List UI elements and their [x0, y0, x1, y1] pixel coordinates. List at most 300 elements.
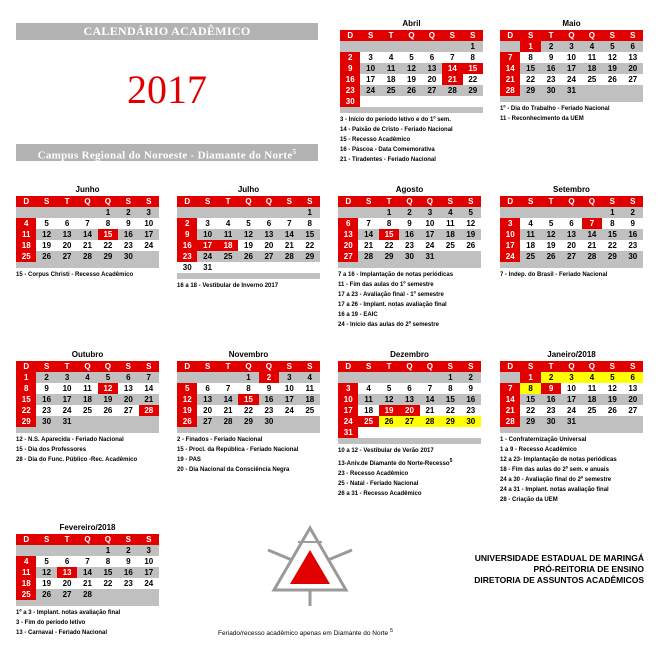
day-cell: 10 [139, 218, 159, 229]
day-cell: 17 [420, 229, 440, 240]
day-cell: 24 [197, 251, 217, 262]
day-cell: 7 [500, 52, 520, 63]
day-cell: 19 [541, 240, 561, 251]
empty-cell [279, 207, 299, 218]
day-cell: 16 [340, 74, 360, 85]
event-note [16, 628, 159, 638]
day-cell: 15 [98, 229, 118, 240]
day-cell: 27 [399, 416, 419, 427]
empty-cell [16, 545, 36, 556]
day-cell: 11 [358, 394, 378, 405]
day-cell: 27 [259, 251, 279, 262]
day-cell: 8 [520, 52, 540, 63]
day-cell: 13 [338, 229, 358, 240]
day-cell: 16 [461, 394, 481, 405]
day-cell: 1 [440, 372, 460, 383]
weekday-header: S [623, 361, 643, 372]
weekday-header: T [541, 196, 561, 207]
day-cell: 30 [177, 262, 197, 273]
day-cell: 26 [177, 416, 197, 427]
campus-banner [16, 144, 318, 161]
month-notes [177, 435, 320, 475]
event-note-text: 13-Aniv.de Diamante do Norte-Recesso [338, 461, 450, 467]
day-cell: 2 [399, 207, 419, 218]
day-cell: 21 [139, 394, 159, 405]
day-cell: 25 [520, 251, 540, 262]
day-cell: 1 [300, 207, 320, 218]
empty-cell [77, 207, 97, 218]
day-cell: 6 [422, 52, 442, 63]
event-note-text: 1 - Confraternização Universal [500, 437, 587, 443]
day-cell: 23 [541, 405, 561, 416]
day-cell: 29 [463, 85, 483, 96]
day-cell: 11 [582, 383, 602, 394]
day-cell: 7 [582, 218, 602, 229]
event-note-text: 14 - Paixão de Cristo - Feriado Nacional [340, 127, 453, 133]
day-cell: 14 [420, 394, 440, 405]
day-cell: 18 [520, 240, 540, 251]
day-cell: 6 [399, 383, 419, 394]
empty-cell [500, 372, 520, 383]
day-cell: 8 [440, 383, 460, 394]
empty-cell [218, 207, 238, 218]
empty-cell [541, 207, 561, 218]
day-cell: 27 [57, 589, 77, 600]
month-grid [500, 196, 643, 262]
day-cell: 28 [358, 251, 378, 262]
day-cell: 5 [238, 218, 258, 229]
empty-cell [57, 207, 77, 218]
day-cell: 11 [381, 63, 401, 74]
event-note-text: 13 - Carnaval - Feriado Nacional [16, 630, 108, 636]
day-cell: 27 [197, 416, 217, 427]
day-cell: 6 [57, 218, 77, 229]
empty-cell [399, 427, 419, 438]
month-july [177, 184, 320, 291]
event-note [500, 435, 643, 445]
event-note-text: 24 a 30 - Avaliação final do 2º semestre [500, 477, 612, 483]
empty-cell [238, 262, 258, 273]
day-cell: 1 [602, 207, 622, 218]
day-cell: 4 [520, 218, 540, 229]
day-cell: 9 [399, 218, 419, 229]
day-cell: 7 [358, 218, 378, 229]
event-note-text: 10 a 12 - Vestibular de Verão 2017 [338, 448, 434, 454]
day-cell: 14 [582, 229, 602, 240]
day-cell: 10 [360, 63, 380, 74]
event-note-text: 17 a 26 - Implant. notas avaliação final [338, 302, 447, 308]
day-cell: 25 [16, 589, 36, 600]
day-cell: 8 [602, 218, 622, 229]
day-cell: 2 [541, 41, 561, 52]
weekday-header: Q [561, 361, 581, 372]
month-notes [16, 270, 159, 280]
day-cell: 19 [177, 405, 197, 416]
weekday-header: S [360, 30, 380, 41]
day-cell: 8 [98, 218, 118, 229]
month-grid [500, 361, 643, 427]
day-cell: 13 [57, 567, 77, 578]
day-cell: 3 [500, 218, 520, 229]
weekday-header: D [177, 196, 197, 207]
day-cell: 10 [561, 52, 581, 63]
month-notes [500, 270, 643, 280]
day-cell: 3 [279, 372, 299, 383]
month-divider [500, 427, 643, 433]
empty-cell [218, 262, 238, 273]
day-cell: 16 [118, 567, 138, 578]
empty-cell [500, 41, 520, 52]
day-cell: 22 [520, 405, 540, 416]
event-note [500, 270, 643, 280]
event-note [500, 495, 643, 505]
day-cell: 29 [238, 416, 258, 427]
day-cell: 10 [338, 394, 358, 405]
day-cell: 9 [541, 383, 561, 394]
day-cell: 24 [420, 240, 440, 251]
day-cell: 28 [218, 416, 238, 427]
weekday-header: S [463, 30, 483, 41]
weekday-header: S [623, 30, 643, 41]
day-cell: 5 [36, 218, 56, 229]
day-cell: 12 [401, 63, 421, 74]
day-cell: 13 [422, 63, 442, 74]
month-grid [500, 30, 643, 96]
day-cell: 7 [442, 52, 462, 63]
empty-cell [561, 207, 581, 218]
day-cell: 23 [623, 240, 643, 251]
event-note [338, 300, 481, 310]
month-notes [16, 435, 159, 465]
month-june [16, 184, 159, 280]
month-grid [338, 361, 481, 438]
day-cell: 31 [338, 427, 358, 438]
day-cell: 4 [582, 41, 602, 52]
day-cell: 22 [300, 240, 320, 251]
day-cell: 10 [197, 229, 217, 240]
day-cell: 10 [139, 556, 159, 567]
event-note-text: 24 a 31 - Implant. notas avaliação final [500, 487, 609, 493]
day-cell: 28 [500, 416, 520, 427]
day-cell: 14 [77, 567, 97, 578]
weekday-header: Q [420, 361, 440, 372]
empty-cell [139, 589, 159, 600]
weekday-header: S [139, 361, 159, 372]
month-divider [340, 107, 483, 113]
diretoria: DIRETORIA DE ASSUNTOS ACADÊMICOS [474, 575, 644, 585]
day-cell: 8 [520, 383, 540, 394]
event-note-text: 3 - Fim do período letivo [16, 620, 86, 626]
day-cell: 26 [541, 251, 561, 262]
day-cell: 2 [36, 372, 56, 383]
event-note [16, 618, 159, 628]
empty-cell [36, 545, 56, 556]
empty-cell [118, 589, 138, 600]
weekday-header: S [118, 196, 138, 207]
day-cell: 26 [36, 589, 56, 600]
day-cell: 22 [463, 74, 483, 85]
day-cell: 6 [197, 383, 217, 394]
weekday-header: Q [582, 30, 602, 41]
event-note [340, 125, 483, 135]
day-cell: 12 [541, 229, 561, 240]
weekday-header: Q [77, 196, 97, 207]
event-note-text: 21 - Tiradentes - Feriado Nacional [340, 157, 436, 163]
weekday-header: S [520, 196, 540, 207]
weekday-header: Q [582, 196, 602, 207]
day-cell: 10 [279, 383, 299, 394]
event-note [177, 455, 320, 465]
empty-cell [602, 416, 622, 427]
event-note [340, 135, 483, 145]
empty-cell [98, 589, 118, 600]
month-divider [338, 438, 481, 444]
day-cell: 18 [16, 240, 36, 251]
day-cell: 24 [561, 405, 581, 416]
event-note [338, 280, 481, 290]
month-divider [16, 262, 159, 268]
day-cell: 29 [300, 251, 320, 262]
month-name: Julho [237, 185, 260, 194]
weekday-header: S [602, 196, 622, 207]
weekday-header: Q [420, 196, 440, 207]
day-cell: 11 [582, 52, 602, 63]
day-cell: 14 [218, 394, 238, 405]
day-cell: 28 [77, 251, 97, 262]
day-cell: 7 [77, 218, 97, 229]
footer-note [218, 628, 393, 637]
day-cell: 15 [440, 394, 460, 405]
event-note-text: 24 - Início das aulas do 2º semestre [338, 322, 439, 328]
empty-cell [338, 207, 358, 218]
empty-cell [399, 372, 419, 383]
event-note [16, 445, 159, 455]
day-cell: 7 [279, 218, 299, 229]
day-cell: 9 [541, 52, 561, 63]
day-cell: 24 [561, 74, 581, 85]
day-cell: 4 [300, 372, 320, 383]
empty-cell [139, 416, 159, 427]
day-cell: 15 [238, 394, 258, 405]
event-note [340, 155, 483, 165]
day-cell: 5 [401, 52, 421, 63]
day-cell: 4 [16, 556, 36, 567]
day-cell: 27 [338, 251, 358, 262]
month-divider [177, 273, 320, 279]
day-cell: 18 [582, 63, 602, 74]
day-cell: 23 [36, 405, 56, 416]
day-cell: 29 [602, 251, 622, 262]
empty-cell [440, 251, 460, 262]
day-cell: 25 [218, 251, 238, 262]
day-cell: 18 [77, 394, 97, 405]
empty-cell [177, 372, 197, 383]
month-notes [338, 446, 481, 499]
day-cell: 22 [602, 240, 622, 251]
empty-cell [279, 262, 299, 273]
event-note [338, 310, 481, 320]
day-cell: 23 [461, 405, 481, 416]
weekday-header: S [440, 361, 460, 372]
day-cell: 4 [77, 372, 97, 383]
day-cell: 22 [238, 405, 258, 416]
weekday-header: Q [401, 30, 421, 41]
day-cell: 3 [561, 41, 581, 52]
day-cell: 28 [279, 251, 299, 262]
day-cell: 15 [463, 63, 483, 74]
day-cell: 18 [300, 394, 320, 405]
day-cell: 20 [399, 405, 419, 416]
weekday-header: S [36, 361, 56, 372]
day-cell: 10 [57, 383, 77, 394]
empty-cell [422, 96, 442, 107]
month-december [338, 349, 481, 499]
day-cell: 14 [500, 63, 520, 74]
day-cell: 9 [36, 383, 56, 394]
day-cell: 1 [238, 372, 258, 383]
empty-cell [238, 207, 258, 218]
day-cell: 15 [602, 229, 622, 240]
day-cell: 6 [338, 218, 358, 229]
weekday-header: S [118, 534, 138, 545]
day-cell: 30 [541, 85, 561, 96]
day-cell: 1 [16, 372, 36, 383]
day-cell: 18 [381, 74, 401, 85]
day-cell: 28 [420, 416, 440, 427]
event-note [500, 475, 643, 485]
day-cell: 25 [582, 405, 602, 416]
day-cell: 21 [500, 405, 520, 416]
day-cell: 12 [238, 229, 258, 240]
event-note-text: 18 - Fim das aulas do 2º sem. e anuais [500, 467, 609, 473]
pro-reitoria: PRÓ-REITORIA DE ENSINO [533, 564, 644, 574]
day-cell: 12 [177, 394, 197, 405]
month-august [338, 184, 481, 330]
empty-cell [360, 96, 380, 107]
day-cell: 13 [118, 383, 138, 394]
day-cell: 26 [461, 240, 481, 251]
event-note-text: 16 a 19 - EAIC [338, 312, 378, 318]
month-notes [177, 281, 320, 291]
day-cell: 27 [118, 405, 138, 416]
day-cell: 14 [442, 63, 462, 74]
empty-cell [379, 372, 399, 383]
day-cell: 30 [399, 251, 419, 262]
day-cell: 2 [541, 372, 561, 383]
month-name: Novembro [228, 350, 269, 359]
weekday-header: S [520, 361, 540, 372]
day-cell: 4 [218, 218, 238, 229]
day-cell: 5 [602, 41, 622, 52]
empty-cell [381, 96, 401, 107]
event-note [500, 455, 643, 465]
day-cell: 20 [623, 394, 643, 405]
day-cell: 17 [561, 63, 581, 74]
day-cell: 9 [461, 383, 481, 394]
event-note [500, 485, 643, 495]
day-cell: 9 [259, 383, 279, 394]
day-cell: 12 [602, 383, 622, 394]
day-cell: 22 [98, 240, 118, 251]
event-note [338, 320, 481, 330]
day-cell: 16 [623, 229, 643, 240]
university-name: UNIVERSIDADE ESTADUAL DE MARINGÁ [474, 553, 644, 563]
empty-cell [340, 41, 360, 52]
day-cell: 3 [420, 207, 440, 218]
event-note [177, 281, 320, 291]
day-cell: 23 [177, 251, 197, 262]
day-cell: 13 [197, 394, 217, 405]
event-note [338, 290, 481, 300]
event-note [340, 145, 483, 155]
day-cell: 22 [440, 405, 460, 416]
footer-text: Feriado/recesso acadêmico apenas em Diamante do Norte [218, 630, 389, 638]
day-cell: 11 [440, 218, 460, 229]
day-cell: 30 [118, 251, 138, 262]
empty-cell [420, 372, 440, 383]
month-grid [16, 534, 159, 600]
weekday-header: Q [98, 361, 118, 372]
day-cell: 13 [399, 394, 419, 405]
day-cell: 18 [440, 229, 460, 240]
day-cell: 27 [623, 405, 643, 416]
weekday-header: D [16, 534, 36, 545]
footer-sup: 5 [389, 628, 393, 634]
day-cell: 9 [340, 63, 360, 74]
day-cell: 6 [118, 372, 138, 383]
empty-cell [381, 41, 401, 52]
weekday-header: T [379, 361, 399, 372]
month-grid [340, 30, 483, 107]
event-note-text: 1º a 3 - Implant. notas avaliação final [16, 610, 121, 616]
day-cell: 28 [77, 589, 97, 600]
day-cell: 31 [561, 85, 581, 96]
empty-cell [98, 416, 118, 427]
day-cell: 24 [279, 405, 299, 416]
weekday-header: Q [259, 361, 279, 372]
event-note [338, 479, 481, 489]
weekday-header: S [197, 361, 217, 372]
day-cell: 29 [440, 416, 460, 427]
day-cell: 1 [98, 207, 118, 218]
day-cell: 11 [16, 567, 36, 578]
weekday-header: D [338, 196, 358, 207]
day-cell: 17 [338, 405, 358, 416]
day-cell: 14 [358, 229, 378, 240]
empty-cell [300, 416, 320, 427]
day-cell: 23 [118, 240, 138, 251]
event-note-text: 28 - Dia do Func. Público -Rec. Acadêmico [16, 457, 138, 463]
uem-logo [262, 520, 358, 608]
event-note [338, 469, 481, 479]
day-cell: 9 [118, 556, 138, 567]
month-divider [500, 262, 643, 268]
day-cell: 6 [57, 556, 77, 567]
calendar-title: CALENDÁRIO ACADÊMICO [16, 23, 318, 40]
month-divider [338, 262, 481, 268]
empty-cell [259, 262, 279, 273]
weekday-header: S [197, 196, 217, 207]
day-cell: 16 [541, 63, 561, 74]
weekday-header: T [541, 30, 561, 41]
day-cell: 14 [279, 229, 299, 240]
day-cell: 4 [381, 52, 401, 63]
empty-cell [623, 85, 643, 96]
empty-cell [463, 96, 483, 107]
day-cell: 6 [623, 372, 643, 383]
month-name: Dezembro [390, 350, 429, 359]
empty-cell [582, 85, 602, 96]
